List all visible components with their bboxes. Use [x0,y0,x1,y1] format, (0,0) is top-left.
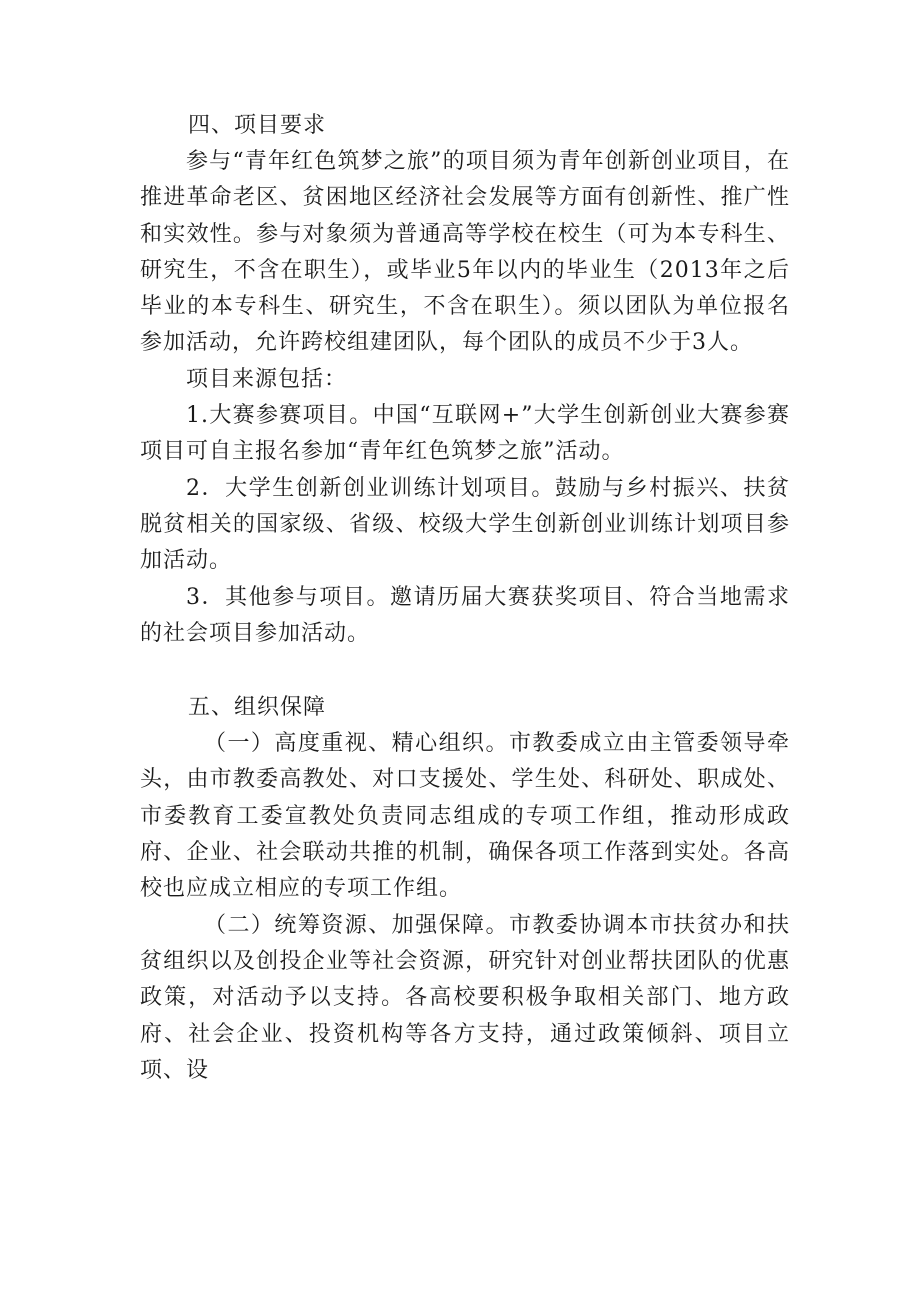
section-heading-organization: 五、组织保障 [188,695,327,721]
section-spacer [140,652,790,690]
list-item-training-projects: 2．大学生创新创业训练计划项目。鼓励与乡村振兴、扶贫脱贫相关的国家级、省级、校级大学生创新创业训练计划项目参加活动。 [140,475,790,574]
document-page [140,108,790,1089]
list-item-competition-projects: 1.大赛参赛项目。中国“互联网+”大学生创新创业大赛参赛项目可自主报名参加“青年红色筑梦之旅”活动。 [140,403,790,465]
list-item-other-projects: 3．其他参与项目。邀请历届大赛获奖项目、符合当地需求的社会项目参加活动。 [140,584,790,646]
paragraph-project-sources-intro: 项目来源包括： [186,366,348,392]
paragraph-resource-coordination: （二）统筹资源、加强保障。市教委协调本市扶贫办和扶贫组织以及创投企业等社会资源，研究针对创业帮扶团队的优惠政策，对活动予以支持。各高校要积极争取相关部门、地方政府、社会企业、投资机构等各方支持，通过政策倾斜、项目立项、设 [140,912,790,1083]
paragraph-organization-leadership: （一）高度重视、精心组织。市教委成立由主管委领导牵头，由市教委高教处、对口支援处、学生处、科研处、职成处、市委教育工委宣教处负责同志组成的专项工作组，推动形成政府、企业、社会联动共推的机制，确保各项工作落到实处。各高校也应成立相应的专项工作组。 [140,731,790,902]
section-heading-project-requirements: 四、项目要求 [188,113,327,138]
paragraph-project-eligibility: 参与“青年红色筑梦之旅”的项目须为青年创新创业项目，在推进革命老区、贫困地区经济社会发展等方面有创新性、推广性和实效性。参与对象须为普通高等学校在校生（可为本专科生、研究生，不含在职生），或毕业5年以内的毕业生（2013年之后毕业的本专科生、研究生，不含在职生）。须以团队为单位报名参加活动，允许跨校组建团队，每个团队的成员不少于3人。 [140,149,790,356]
